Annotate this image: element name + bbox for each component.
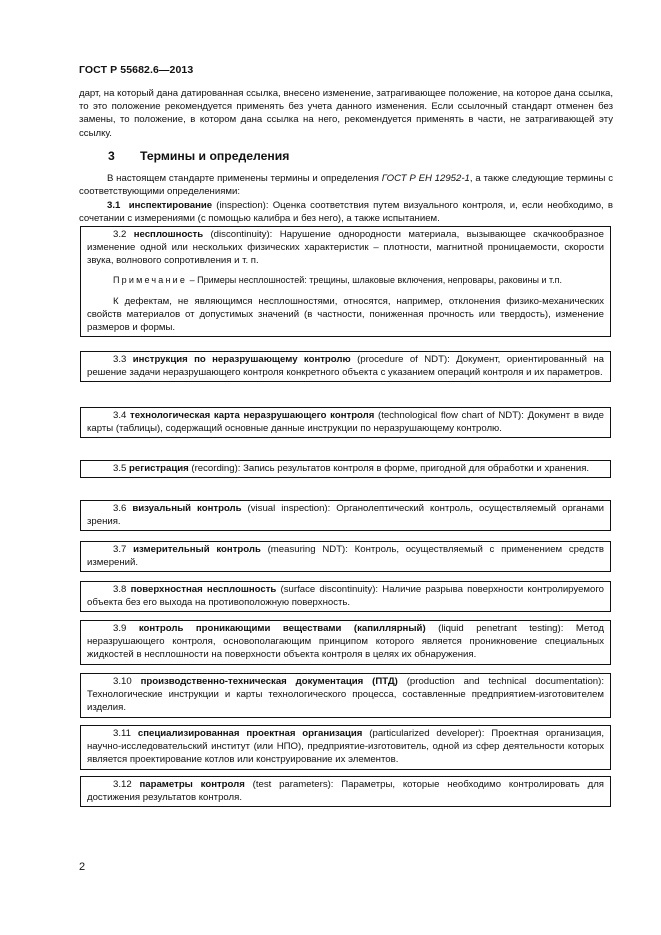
term-3-5-definition: (recording): Запись результатов контроля в форме, пригодной для обработки и хранения.: [188, 463, 590, 474]
section-title: Термины и определения: [140, 149, 290, 163]
term-3-11-number: 3.11: [113, 728, 131, 739]
term-3-4-definition: (technological flow chart of NDT): Документ в виде карты (таблицы), содержащий основные данные инструкции по неразрушающему контролю.: [87, 410, 604, 435]
term-3-2-number: 3.2: [113, 229, 127, 240]
term-3-6-term: визуальный контроль: [132, 503, 242, 514]
term-3-1-term: инспектирование: [128, 200, 213, 211]
term-3-11-definition: (particularized developer): Проектная организация, научно-исследовательский институт (или НПО), предприятие-изготовитель, одной из сфер деятельности которых является проектирование котлов или конструирование их элементов.: [87, 728, 605, 766]
term-3-6-definition: (visual inspection): Органолептический контроль, осуществляемый органами зрения.: [87, 503, 604, 528]
term-3-2-term: несплошность: [133, 229, 204, 240]
term-3-2-note-text: – Примеры несплошностей: трещины, шлаковые включения, непровары, раковины и т.п.: [187, 274, 563, 285]
term-3-12-number: 3.12: [113, 779, 132, 790]
term-3-8-number: 3.8: [113, 584, 127, 595]
term-3-7-number: 3.7: [113, 544, 127, 555]
term-3-12-box: [80, 776, 611, 807]
page-number: 2: [79, 861, 86, 873]
term-3-4-term: технологическая карта неразрушающего контроля: [130, 410, 375, 421]
term-3-5-box: [80, 460, 611, 478]
term-3-10-box: [80, 673, 611, 718]
term-3-10-term: производственно-техническая документация (ПТД): [140, 676, 398, 687]
lead-text-after: , а также следующие термины с соответствующими определениями:: [79, 173, 613, 198]
lead-text-before: В настоящем стандарте применены термины и определения: [107, 173, 382, 184]
term-3-8-term: поверхностная несплошность: [130, 584, 277, 595]
term-3-3-number: 3.3: [113, 354, 127, 365]
term-3-7-term: измерительный контроль: [133, 544, 261, 555]
term-3-9-number: 3.9: [113, 623, 127, 634]
term-3-9-definition: (liquid penetrant testing): Метод неразрушающего контроля, основополагающим принципом которого является проникновение специальных жидкостей в несплошности на поверхности объекта контроля в целях их обнаружения.: [87, 623, 604, 661]
standard-header: ГОСТ Р 55682.6—2013: [79, 64, 194, 76]
term-3-1: [79, 199, 613, 225]
term-3-1-definition: (inspection): Оценка соответствия путем визуального контроля, и, если необходимо, в сочетании с измерениями (с помощью калибра и без него), а также испытанием.: [79, 200, 613, 225]
term-3-6-box: [80, 500, 611, 531]
term-3-2-box: [80, 226, 611, 337]
term-3-12-term: параметры контроля: [139, 779, 245, 790]
lead-standard-reference: ГОСТ Р ЕН 12952-1: [381, 173, 470, 184]
term-3-3-term: инструкция по неразрушающему контролю: [132, 354, 351, 365]
term-3-9-box: [80, 620, 611, 665]
term-3-11-term: специализированная проектная организация: [137, 728, 363, 739]
term-3-1-number: 3.1: [107, 200, 121, 211]
term-3-7-box: [80, 541, 611, 572]
term-3-4-number: 3.4: [113, 410, 127, 421]
section-heading: [108, 149, 289, 163]
term-3-4-box: [80, 407, 611, 438]
term-3-3-box: [80, 351, 611, 382]
term-3-2-definition: (discontinuity): Нарушение однородности материала, вызывающее скачкообразное изменение одной или нескольких физических характеристик – плотности, магнитной проницаемости, скорости звука, волнового сопротивления и т. п.: [87, 229, 604, 267]
term-3-10-number: 3.10: [113, 676, 132, 687]
term-3-10-definition: (production and technical documentation): Технологические инструкции и карты технологического процесса, составленные предприятием-изготовителем изделия.: [87, 676, 604, 714]
term-3-9-term: контроль проникающими веществами (капиллярный): [138, 623, 426, 634]
term-3-5-term: регистрация: [129, 463, 189, 474]
section-number: 3: [108, 149, 115, 163]
term-3-3-definition: (procedure of NDT): Документ, ориентированный на решение задачи неразрушающего контроля конкретного объекта с указанием операций контроля и их параметров.: [87, 354, 604, 379]
term-3-2-extra: К дефектам, не являющимся несплошностями, относятся, например, отклонения физико-механических свойств материалов от допустимых значений (в частности, пониженная прочность или твердость), изменение размеров и формы.: [87, 295, 604, 334]
section-lead-paragraph: [79, 172, 613, 198]
term-3-5-number: 3.5: [113, 463, 127, 474]
term-3-8-definition: (surface discontinuity): Наличие разрыва поверхности контролируемого объекта без его выхода на противоположную поверхность.: [87, 584, 604, 609]
term-3-6-number: 3.6: [113, 503, 127, 514]
term-3-2-note-label: Примечание: [113, 274, 188, 285]
term-3-12-definition: (test parameters): Параметры, которые необходимо контролировать для достижения результатов контроля.: [87, 779, 604, 804]
term-3-8-box: [80, 581, 611, 612]
term-3-7-definition: (measuring NDT): Контроль, осуществляемый с применением средств измерений.: [87, 544, 605, 569]
intro-paragraph: дарт, на который дана датированная ссылка, внесено изменение, затрагивающее положение, на которое дана ссылка, то это положение рекомендуется применять без учета данного изменения. Если ссылочный стандарт отменен без замены, то положение, в котором дана ссылка на него, рекомендуется применять в части, не затрагивающей эту ссылку.: [79, 88, 613, 139]
term-3-11-box: [80, 725, 611, 770]
